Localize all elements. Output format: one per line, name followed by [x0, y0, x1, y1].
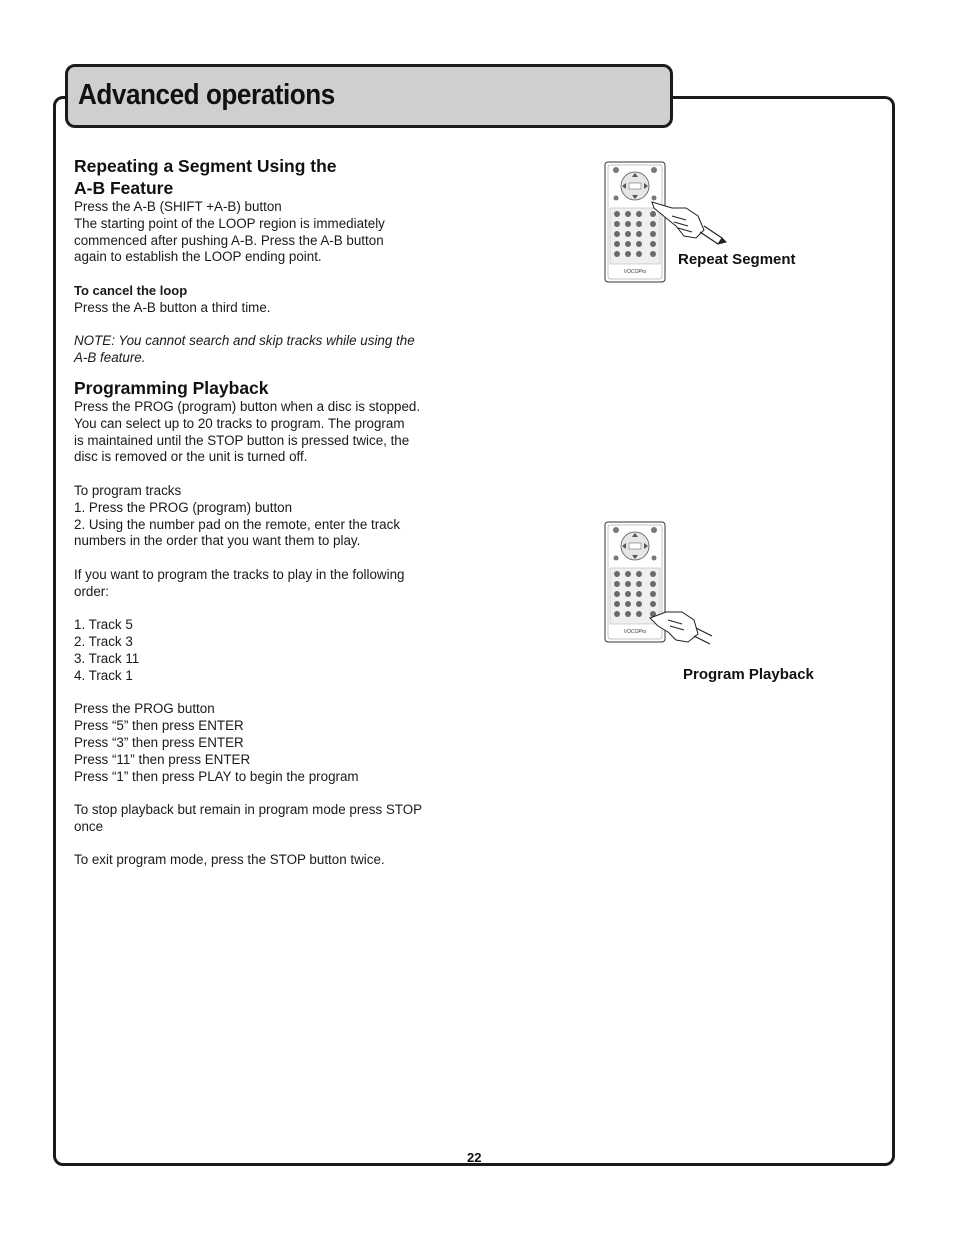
text-line: Press “3” then press ENTER — [74, 734, 244, 750]
text-line: disc is removed or the unit is turned off. — [74, 449, 308, 465]
text-line: Press “11” then press ENTER — [74, 751, 251, 767]
text-line: numbers in the order that you want them to play. — [74, 533, 361, 549]
text-line: To exit program mode, press the STOP button twice. — [74, 852, 385, 868]
section-ab-heading: Repeating a Segment Using the A-B Feature — [74, 156, 337, 198]
text-line: If you want to program the tracks to play in the following — [74, 566, 405, 582]
text-line: Press the PROG (program) button when a disc is stopped. — [74, 398, 421, 414]
text-line: again to establish the LOOP ending point. — [74, 249, 322, 265]
text-line: 2. Using the number pad on the remote, enter the track — [74, 516, 401, 532]
note-line: NOTE: You cannot search and skip tracks while using the — [74, 333, 415, 349]
svg-text:VOCOPro: VOCOPro — [623, 629, 647, 635]
page-number: 22 — [467, 1150, 482, 1165]
text-line: once — [74, 818, 104, 834]
repeat-segment-caption: Repeat Segment — [678, 251, 796, 268]
remote-illustration-repeat — [600, 160, 740, 288]
track-item: 3. Track 11 — [74, 650, 140, 666]
track-item: 4. Track 1 — [74, 667, 133, 683]
page-title: Advanced operations — [78, 79, 335, 111]
cancel-heading: To cancel the loop — [74, 282, 188, 298]
text-line: Press “5” then press ENTER — [74, 718, 244, 734]
text-line: commenced after pushing A-B. Press the A-B button — [74, 232, 384, 248]
text-line: The starting point of the LOOP region is immediately — [74, 215, 385, 231]
text-line: You can select up to 20 tracks to program. The program — [74, 415, 405, 431]
track-item: 2. Track 3 — [74, 634, 133, 650]
text-line: To stop playback but remain in program mode press STOP — [74, 802, 423, 818]
text-line: order: — [74, 583, 109, 599]
track-item: 1. Track 5 — [74, 617, 133, 633]
text-line: To program tracks — [74, 482, 182, 498]
note-line: A-B feature. — [74, 350, 146, 366]
svg-text:VOCOPro: VOCOPro — [623, 269, 647, 275]
text-line: Press the A-B button a third time. — [74, 299, 271, 315]
program-playback-caption: Program Playback — [683, 666, 814, 683]
text-line: Press the A-B (SHIFT +A-B) button — [74, 199, 282, 214]
title-tab — [65, 64, 673, 128]
remote-illustration-program — [600, 520, 740, 655]
text-line: Press “1” then press PLAY to begin the program — [74, 768, 359, 784]
text-line: 1. Press the PROG (program) button — [74, 499, 293, 515]
text-line: Press the PROG button — [74, 701, 215, 717]
section-prog-heading: Programming Playback — [74, 377, 269, 398]
text-line: is maintained until the STOP button is pressed twice, the — [74, 432, 410, 448]
main-text — [74, 155, 469, 869]
